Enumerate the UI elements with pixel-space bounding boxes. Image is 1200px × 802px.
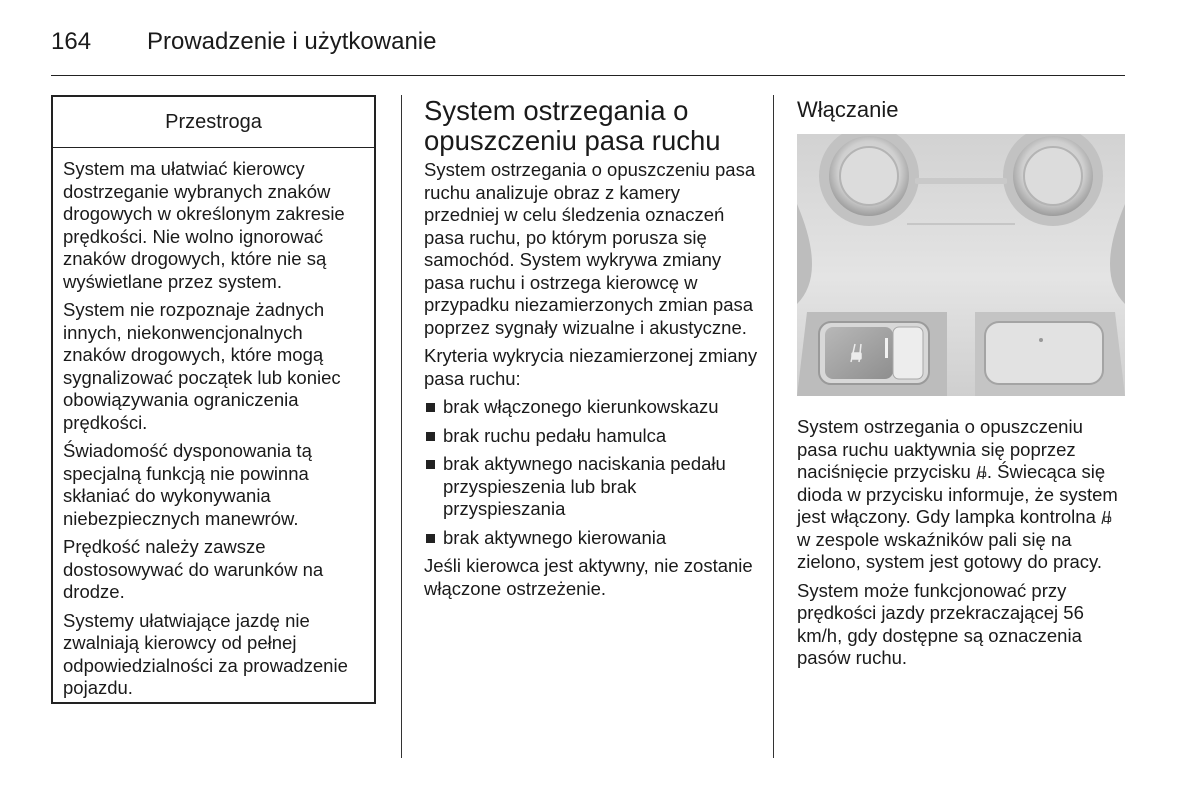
list-item-text: brak ruchu pedału hamulca <box>443 424 667 446</box>
column-divider <box>773 95 774 758</box>
lane-departure-section <box>424 96 760 606</box>
column-divider <box>401 95 402 758</box>
lane-departure-icon <box>1101 510 1112 525</box>
activation-paragraph: System może funkcjonować przy prędkości jazdy przekraczającej 56 km/h, gdy dostępne są oznaczenia pasów ruchu. <box>797 579 1084 668</box>
bullet-square-icon <box>426 432 435 441</box>
list-item-text: brak włączonego kierunkowskazu <box>443 396 719 417</box>
warning-body <box>53 148 374 700</box>
section-heading: System ostrzegania o opuszczeniu pasa ruchu <box>424 95 721 156</box>
warning-paragraph: System ma ułatwiać kierowcy dostrzeganie wybranych znaków drogowych w określonym zakresie prędkości. Nie wolno ignorować znaków drogowych, które nie są wyświetlane przez system. <box>63 158 345 292</box>
list-item <box>424 453 760 521</box>
list-item <box>424 396 760 419</box>
closing-note: Jeśli kierowca jest aktywny, nie zostanie włączone ostrzeżenie. <box>424 555 753 599</box>
list-item <box>424 527 760 550</box>
activation-text-part: w zespole wskaźników pali się na zielono, system jest gotowy do pracy. <box>797 528 1103 572</box>
criteria-lead: Kryteria wykrycia niezamierzonej zmiany pasa ruchu: <box>424 345 758 389</box>
warning-box <box>51 95 376 704</box>
activation-section <box>797 96 1127 676</box>
section-intro: System ostrzegania o opuszczeniu pasa ruchu analizuje obraz z kamery przedniej w celu śledzenia oznaczeń pasa ruchu, po którym porusza się samochód. System wykrywa zmiany pasa ruchu i ostrzega kierowcę w przypadku niezamierzonych zmian pasa poprzez sygnały wizualne i akustyczne. <box>424 159 756 338</box>
page-header <box>51 24 437 60</box>
header-divider <box>51 75 1125 76</box>
activation-heading: Włączanie <box>797 97 899 122</box>
page-number: 164 <box>51 28 92 55</box>
bullet-square-icon <box>426 403 435 412</box>
bullet-square-icon <box>426 534 435 543</box>
activation-text-part: System ostrzegania o opuszczeniu pasa ruchu uaktywnia się poprzez naciśnięcie przycisku <box>797 416 1083 482</box>
warning-paragraph: Świadomość dysponowania tą specjalną funkcją nie powinna skłaniać do wykonywania niebezpiecznych manewrów. <box>63 440 312 529</box>
dashboard-button-photo <box>797 134 1125 396</box>
chapter-title: Prowadzenie i użytkowanie <box>147 28 437 55</box>
warning-paragraph: Systemy ułatwiające jazdę nie zwalniają kierowcy od pełnej odpowiedzialności za prowadzenie pojazdu. <box>63 609 348 698</box>
lane-departure-icon <box>976 465 987 480</box>
warning-paragraph: System nie rozpoznaje żadnych innych, niekonwencjonalnych znaków drogowych, które mogą sygnalizować początek lub koniec obowiązywania ograniczenia prędkości. <box>63 299 341 433</box>
list-item <box>424 425 760 448</box>
warning-paragraph: Prędkość należy zawsze dostosowywać do warunków na drodze. <box>63 536 324 602</box>
bullet-square-icon <box>426 460 435 469</box>
warning-title: Przestroga <box>53 97 374 148</box>
activation-text-part: . Świecąca się dioda w przycisku informuje, że system jest włączony. Gdy lampka kontrolna <box>797 461 1118 527</box>
activation-paragraph <box>797 416 1127 574</box>
list-item-text: brak aktywnego kierowania <box>443 526 667 548</box>
criteria-list <box>424 396 760 549</box>
list-item-text: brak aktywnego naciskania pedału przyspieszenia lub brak przyspieszania <box>443 453 726 519</box>
